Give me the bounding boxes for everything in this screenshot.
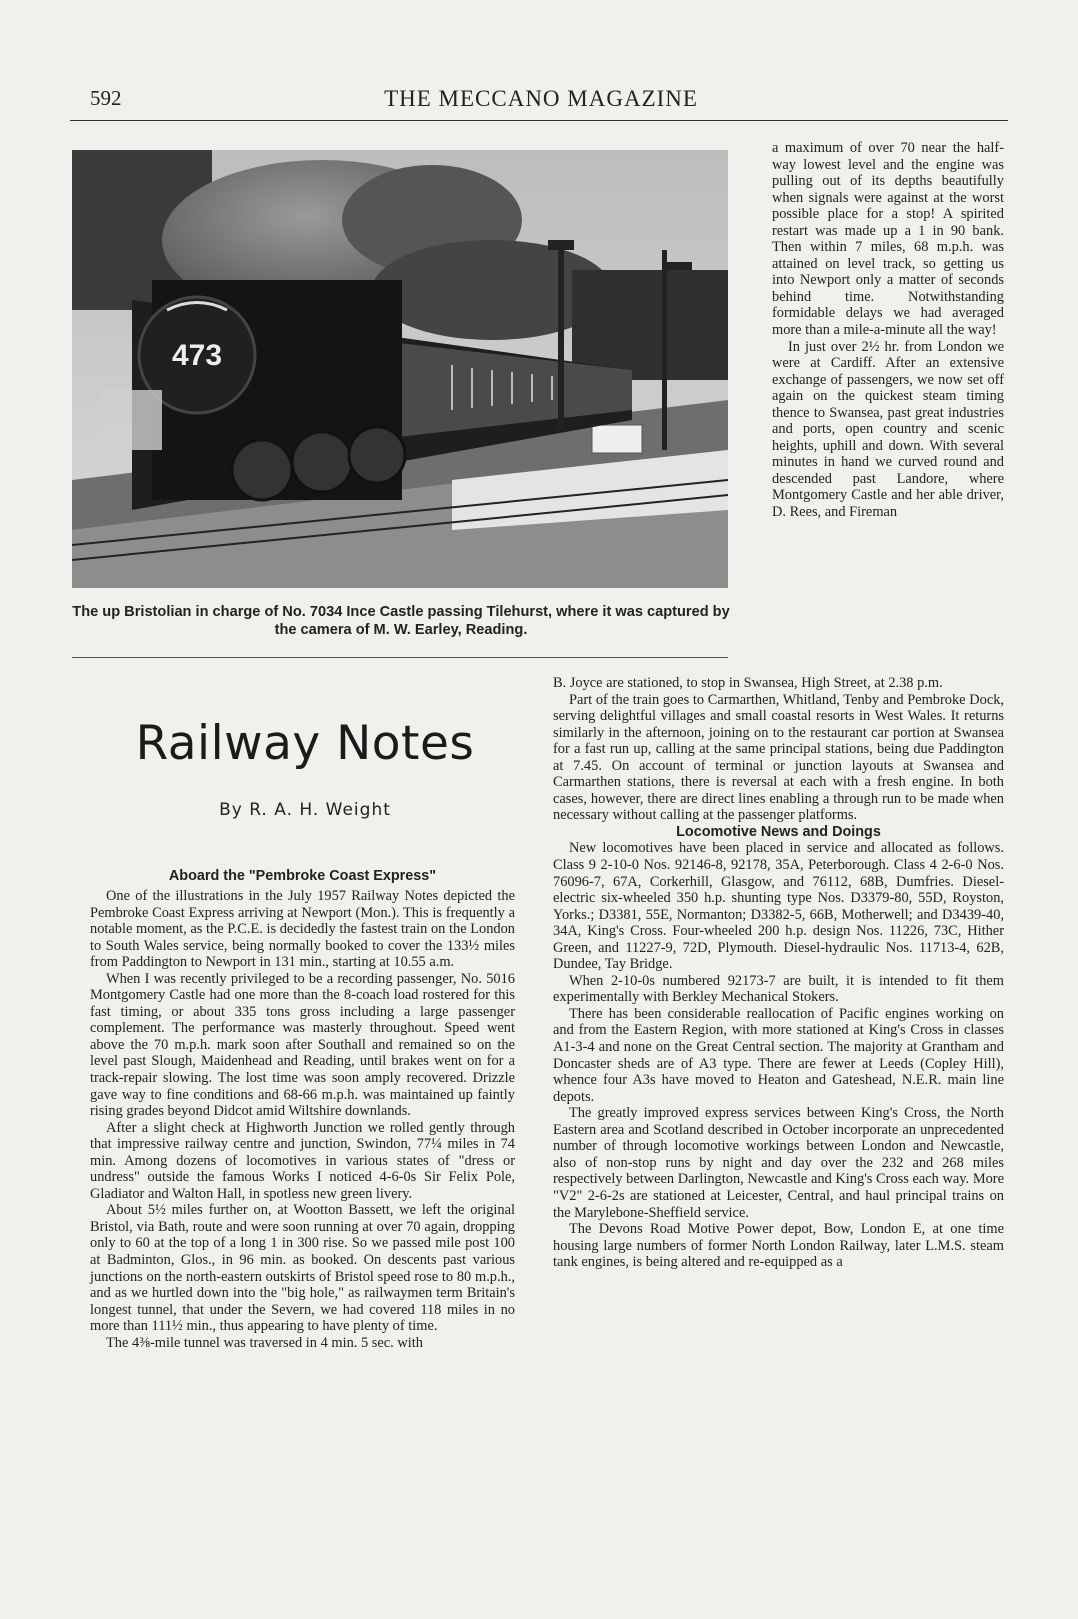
paragraph: There has been considerable reallocation of Pacific engines working on and from the Eastern Region, with more stationed at King's Cross in classes A1-3-4 and none on the Great Central section. The majority at Grantham and Doncaster sheds are of A3 type. There are fewer at Leeds (Copley Hill), whence four A3s have moved to Heaton and Gateshead, N.E.R. main line depots. (553, 1005, 1004, 1105)
smokebox-number: 473 (171, 339, 223, 372)
paragraph: The Devons Road Motive Power depot, Bow, London E, at one time housing large numbers of former North London Railway, later L.M.S. steam tank engines, is being altered and re-equipped as a (553, 1221, 1004, 1271)
page-number: 592 (90, 86, 122, 110)
paragraph: In just over 2½ hr. from London we were at Cardiff. After an extensive exchange of passengers, we now set off again on the quickest steam timing thence to Swansea, past great industries and ports, open country and scenic heights, uphill and down. With several minutes in hand we curved round and descended past Landore, where Montgomery Castle and her able driver, D. Rees, and Fireman (772, 338, 1004, 521)
magazine-title: THE MECCANO MAGAZINE (384, 86, 698, 111)
paragraph: The 4⅜-mile tunnel was traversed in 4 min. 5 sec. with (106, 1334, 423, 1351)
subheading-pembroke-coast-express: Aboard the "Pembroke Coast Express" (168, 868, 437, 884)
paragraph: When I was recently privileged to be a recording passenger, No. 5016 Montgomery Castle had one more than the 8-coach load rostered for this fast timing, or about 335 tons gross including a large passenger complement. The performance was masterly throughout. Speed went above the 70 m.p.h. mark soon after Southall and remained so on the level past Slough, Maidenhead and Reading, until brakes went on for a track-repair slowing. The lost time was soon amply recovered. Drizzle gave way to fine conditions and 68-66 m.p.h. was maintained up faintly rising grades beyond Didcot amid Wiltshire downlands. (90, 970, 515, 1120)
right-column-bottom (553, 675, 1004, 1271)
right-column-top (772, 140, 1004, 521)
page-header (90, 86, 992, 114)
paragraph: After a slight check at Highworth Junction we rolled gently through that impressive railway centre and junction, Swindon, 77¼ miles in 74 min. Among dozens of locomotives in various states of "dress or undress" outside the famous Works I noticed 4-6-0s Sir Felix Pole, Gladiator and Walton Hall, in spotless new green livery. (90, 1119, 515, 1202)
paragraph: The greatly improved express services between King's Cross, the North Eastern area and Scotland described in October incorporate an unprecedented number of through locomotive workings between London and Newcastle, also of non-stop runs by night and day over the 232 and 268 miles respectively between Darlington, Newcastle and King's Cross each way. More "V2" 2-6-2s are stationed at Leicester, Central, and haul principal trains on the Marylebone-Sheffield service. (553, 1105, 1004, 1221)
paragraph: a maximum of over 70 near the half-way lowest level and the engine was pulling out of its depths beautifully when signals were against at the worst possible place for a stop! A spirited restart was made up a 1 in 90 bank. Then within 7 miles, 68 m.p.h. was attained on level track, so getting us into Newport only a matter of seconds behind time. Notwithstanding formidable delays we had averaged more than a mile-a-minute all the way! (772, 140, 1004, 339)
header-rule (70, 120, 1008, 121)
caption-rule (72, 657, 728, 658)
paragraph: Part of the train goes to Carmarthen, Whitland, Tenby and Pembroke Dock, serving delightful villages and small coastal resorts in West Wales. It returns similarly in the afternoon, joining on to the restaurant car portion at Swansea for a fast run up, calling at the same principal stations, being due Paddington at 7.45. On account of terminal or junction layouts at Swansea and Carmarthen stations, there is reversal at each with a fresh engine. In both cases, however, there are direct lines enabling a through run to be made when necessary without calling at the passenger platforms. (553, 691, 1004, 824)
paragraph: New locomotives have been placed in service and allocated as follows. Class 9 2-10-0 Nos. 92146-8, 92178, 35A, Peterborough. Class 4 2-6-0 Nos. 76096-7, 67A, Corkerhill, Glasgow, and 76112, 68B, Dumfries. Diesel-electric six-wheeled 350 h.p. shunting type Nos. D3379-80, 55D, Royston, Yorks.; D3381, 55E, Normanton; D3382-5, 66B, Motherwell; and D3439-40, 34A, King's Cross. Four-wheeled 200 h.p. design Nos. 11226, 73C, Hither Green, and 11227-9, 72D, Plymouth. Diesel-hydraulic Nos. 11713-4, 62B, Dundee, Tay Bridge. (553, 840, 1004, 973)
paragraph: B. Joyce are stationed, to stop in Swansea, High Street, at 2.38 p.m. (553, 675, 943, 691)
photo-caption: The up Bristolian in charge of No. 7034 Ince Castle passing Tilehurst, where it was captured by the camera of M. W. Earley, Reading. (72, 604, 730, 638)
paragraph: When 2-10-0s numbered 92173-7 are built, it is intended to fit them experimentally with Berkley Mechanical Stokers. (553, 972, 1004, 1006)
paragraph: About 5½ miles further on, at Wootton Bassett, we left the original Bristol, via Bath, route and were soon running at over 70 again, dropping only to 60 at the top of a long 1 in 300 rise. So we passed mile post 100 at Badminton, Glos., in 96 min. as booked. On descents past various junctions on the north-eastern outskirts of Bristol speed rose to 80 m.p.h., and as we hurtled down into the "big hole," as railwaymen term Britain's longest tunnel, that under the Severn, we had covered 118 miles in no more than 111½ min., thus appearing to have plenty of time. (90, 1202, 515, 1335)
article-title: Railway Notes (135, 716, 475, 771)
left-column (90, 888, 515, 1351)
train-photograph (72, 150, 728, 588)
paragraph: One of the illustrations in the July 1957 Railway Notes depicted the Pembroke Coast Express arriving at Newport (Mon.). This is frequently a notable moment, as the P.C.E. is decidedly the fastest train on the London to South Wales service, being normally booked to cover the 133½ miles from Paddington to Newport in 131 min., starting at 10.55 a.m. (90, 888, 515, 971)
article-byline: By R. A. H. Weight (219, 800, 391, 820)
subheading-locomotive-news: Locomotive News and Doings (676, 823, 881, 840)
